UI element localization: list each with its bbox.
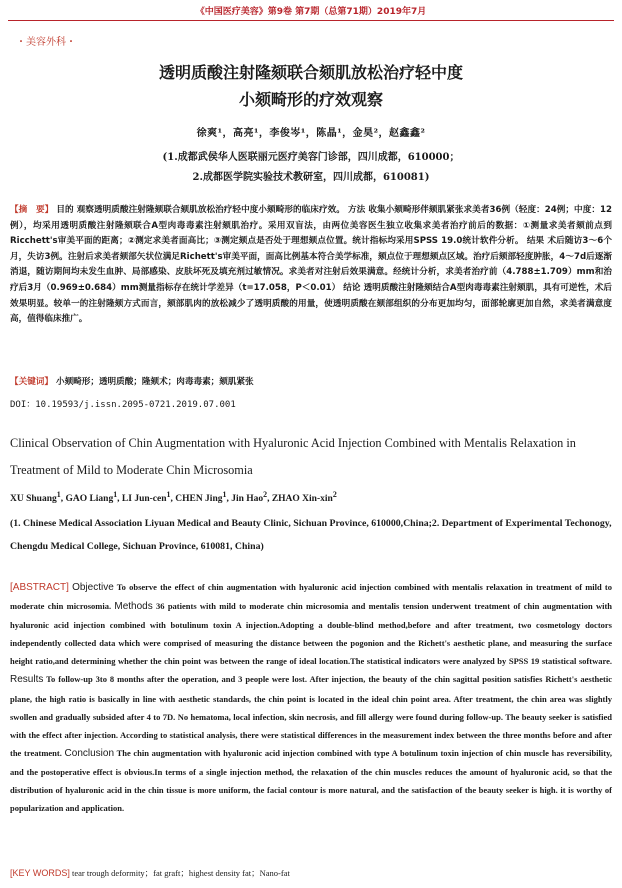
en-author-sup: 1 — [166, 490, 171, 499]
en-methods-label: Methods — [114, 601, 153, 613]
cn-methods-text: 收集小颏畸形伴颏肌紧张求美者36例（轻度：24例；中度：12例），均采用透明质酸注射隆颏联合A型肉毒毒素注射颏肌治疗。采用双盲法，由两位美容医生独立收集求美者治疗前后的数据：①测量求美者颏前点到Ricchett's审美平面的距离；②测定求美者面高比；③测定颏点是否处于理想颏点位置。统计指标均采用SPSS 19.0统计软件分析。 — [10, 205, 612, 247]
en-author-sup: 1 — [222, 490, 227, 499]
en-methods-text: 36 patients with mild to moderate chin microsomia and mentalis tension underwent treatment of chin augmentation with hyaluronic acid injection combined with botulinum toxin A injection.Adopting a double-blind method,before and after treatment, two cosmetology doctors independently collected data which were comprised of measuring the distance between the pogonion and the Richett's aesthetic plane, and measuring the surface height ratio,and determining whether the chin point was between the range of ideal location.The statistical indicators were analyzed by SPSS 19 statistical software. — [10, 601, 613, 667]
cn-title-line2: 小颏畸形的疗效观察 — [238, 90, 383, 109]
en-author-sup: 1 — [113, 490, 118, 499]
cn-objective-label: 目的 — [56, 205, 74, 215]
cn-methods-label: 方法 — [347, 205, 366, 215]
en-author: CHEN Jing — [175, 494, 223, 505]
en-author-sup: 1 — [56, 490, 61, 499]
cn-keywords — [10, 375, 612, 387]
en-abstract-label: [ABSTRACT] — [10, 582, 69, 593]
cn-keywords-text: 小颏畸形；透明质酸；隆颏术；肉毒毒素；颏肌紧张 — [55, 377, 254, 387]
cn-affiliation-line2: 2.成都医学院实验技术教研室，四川成都，610081) — [192, 172, 430, 183]
header-rule — [8, 20, 614, 21]
en-results-label: Results — [10, 674, 44, 686]
section-tag: ・美容外科・ — [16, 37, 76, 48]
cn-affiliation-line1: (1.成都武侯华人医联丽元医疗美容门诊部，四川成都，610000； — [162, 152, 460, 163]
cn-authors: 徐爽¹，高亮¹，李俊岑¹，陈晶¹，金昊²，赵鑫鑫² — [196, 128, 426, 139]
journal-header: 《中国医疗美容》第9卷 第7期（总第71期）2019年7月 — [195, 7, 427, 17]
en-author-sup: 2 — [332, 490, 337, 499]
cn-conclusion-text: 透明质酸注射隆颏结合A型肉毒毒素注射颏肌，具有可逆性，术后效果明显。较单一的注射隆颏方式而言，颏部肌肉的放松减少了透明质酸的用量，使透明质酸在颏部组织的分布更加均匀，面部轮廓更加自然，求美者满意度高，值得临床推广。 — [10, 282, 612, 325]
en-conclusion-text: The chin augmentation with hyaluronic acid injection combined with type A botulinum toxin injection of chin muscle has reversibility, and the postoperative effect is obvious.In terms of a single injection method, the relaxation of the chin muscles reduces the amount of hyaluronic acid, so that the distribution of hyaluronic acid in the chin tissue is more uniform, the facial contour is more natural, and the satisfaction of the beauty seeker is high. it is worthy of popularization and application. — [10, 747, 612, 814]
en-authors: XU Shuang$^1$, GAO Liang$^1$, LI Jun-cen$^1$, CHEN Jing$^1$, Jin Hao$^2$, ZHAO Xin-xin$^2$ — [10, 490, 337, 505]
cn-objective-text: 观察透明质酸注射隆颏联合颏肌放松治疗轻中度小颏畸形的临床疗效。 — [76, 205, 345, 215]
en-keywords — [10, 867, 612, 879]
doi: DOI：10.19593/j.issn.2095-0721.2019.07.001 — [10, 400, 236, 410]
cn-keywords-label: 【关键词】 — [10, 377, 53, 387]
en-author-sup: 2 — [263, 490, 268, 499]
en-abstract — [10, 578, 612, 817]
en-author: ZHAO Xin-xin — [271, 494, 333, 505]
cn-abstract — [10, 203, 612, 328]
en-author: LI Jun-cen — [121, 494, 167, 505]
en-author: Jin Hao — [231, 494, 264, 505]
en-conclusion-label: Conclusion — [64, 747, 115, 759]
cn-title-line1: 透明质酸注射隆颏联合颏肌放松治疗轻中度 — [158, 63, 463, 82]
en-objective-label: Objective — [72, 582, 114, 593]
cn-conclusion-label: 结论 — [343, 282, 361, 293]
en-results-text: To follow-up 3to 8 months after the operation, and 3 people were lost. After injection, the beauty of the chin sagittal position satisfies Richett's aesthetic plane, the high ratio is basically in line with aesthetic standards, the chin point is located in the ideal chin point area. After treatment, the chin area was slightly swollen and gradually subsided after 4 to 7D. No hematoma, local infection, skin necrosis, and fill allergy were found during follow-up. The beauty seeker is satisfied with the effect after injection. According to statistical analysis, there were statistical differences in the measurement index between the three months before and after the treatment. — [10, 674, 612, 758]
cn-results-label: 结果 — [526, 236, 545, 247]
cn-results-text: 术后随访3～6个月，失访3例。注射后求美者颏部矢状位满足Richett's审美平面，面高比例基本符合美学标准，颏点位于理想颏点区域。治疗后颏部轻度肿胀，4～7d后逐渐消退，随访期间均未发生血肿、局部感染、皮肤坏死及填充剂过敏情况。求美者对注射后效果满意。经统计分析，求美者治疗前（4.788±1.709）mm和治疗后3月（0.969±0.684）mm测量指标存在统计学差异（t=17.058，P＜0.01） — [10, 236, 612, 293]
en-keywords-label: [KEY WORDS] — [10, 868, 70, 878]
en-author: GAO Liang — [65, 494, 114, 505]
en-affiliations: (1. Chinese Medical Association Liyuan Medical and Beauty Clinic, Sichuan Province, 610000,China;2. Department of Experimental Techonogy, Chengdu Medical College, Sichuan Province, 610081, China) — [10, 518, 612, 552]
cn-abstract-label: 【摘 要】 — [10, 205, 54, 215]
en-keywords-text: tear trough deformity；fat graft；highest density fat；Nano-fat — [71, 868, 290, 878]
en-title: Clinical Observation of Chin Augmentation with Hyaluronic Acid Injection Combined with Mentalis Relaxation in Treatment of Mild to Moderate Chin Microsomia — [10, 436, 576, 477]
en-author: XU Shuang — [10, 494, 57, 505]
en-objective-text: To observe the effect of chin augmentation with hyaluronic acid injection combined with mentalis relaxation in treatment of mild to moderate chin microsomia. — [10, 582, 612, 612]
